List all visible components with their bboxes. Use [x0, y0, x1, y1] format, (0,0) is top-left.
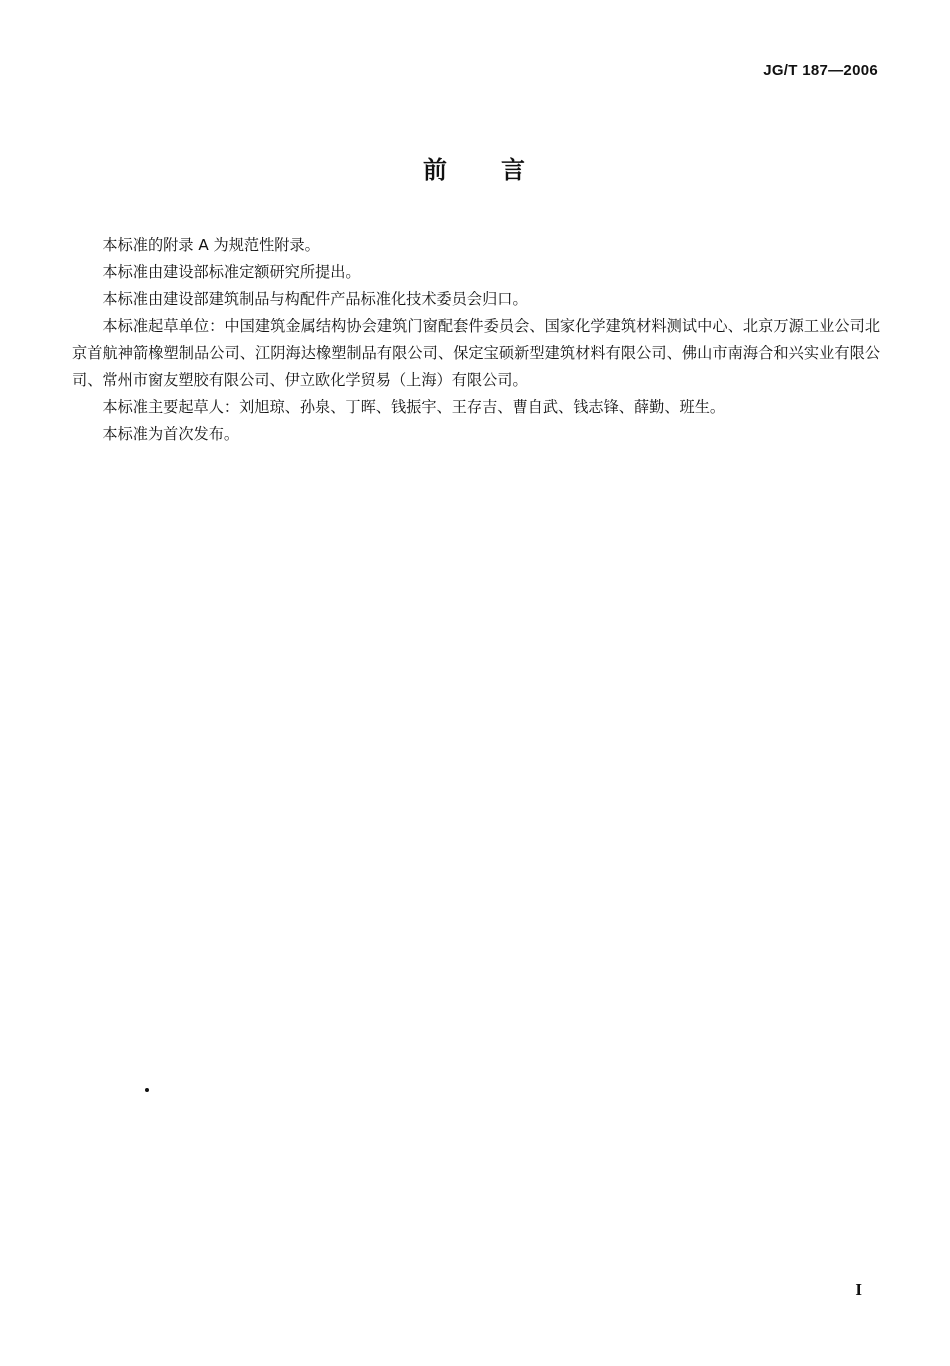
standard-code: JG/T 187—2006	[763, 62, 878, 79]
paragraph-administration: 本标准由建设部建筑制品与构配件产品标准化技术委员会归口。	[102, 290, 528, 308]
page-title: 前 言	[423, 156, 527, 184]
stray-dot	[145, 1088, 149, 1092]
paragraph-drafting-units: 本标准起草单位：中国建筑金属结构协会建筑门窗配套件委员会、国家化学建筑材料测试中心、北京万源工业公司北京首航神箭橡塑制品公司、江阴海达橡塑制品有限公司、保定宝硕新型建筑材料有限公司、佛山市南海合和兴实业有限公司、常州市窗友塑胶有限公司、伊立欧化学贸易（上海）有限公司。	[72, 317, 880, 389]
foreword-body	[72, 232, 880, 448]
paragraph-first-release: 本标准为首次发布。	[102, 425, 240, 443]
paragraph-proposer: 本标准由建设部标准定额研究所提出。	[102, 263, 361, 281]
paragraph-drafters: 本标准主要起草人：刘旭琼、孙泉、丁晖、钱振宇、王存吉、曹自武、钱志锋、薛勤、班生。	[102, 398, 726, 416]
page-number: I	[855, 1280, 862, 1299]
paragraph-appendix: 本标准的附录 A 为规范性附录。	[102, 236, 320, 254]
